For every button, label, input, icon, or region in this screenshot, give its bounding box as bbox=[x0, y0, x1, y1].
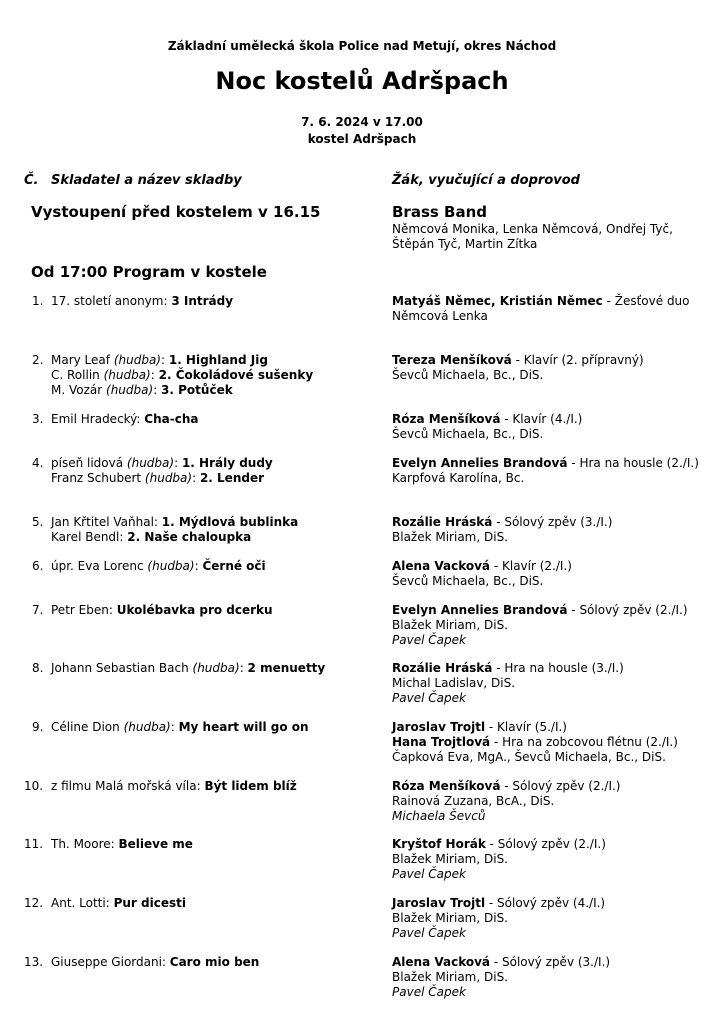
ensemble-name: Brass Band bbox=[392, 203, 488, 221]
brass-band-block bbox=[392, 203, 712, 252]
text-segment: - Sólový zpěv (2./I.) bbox=[567, 603, 688, 617]
program-heading: Od 17:00 Program v kostele bbox=[31, 263, 267, 281]
text-segment: : bbox=[194, 559, 203, 573]
text-segment: Karpfová Karolína, Bc. bbox=[392, 471, 525, 485]
performer-line bbox=[392, 970, 704, 985]
performer-line bbox=[392, 427, 704, 442]
text-segment: 2 menuetty bbox=[247, 661, 326, 675]
text-segment: Čapková Eva, MgA., Ševců Michaela, Bc., DiS. bbox=[392, 750, 666, 764]
text-segment: Být lidem blíž bbox=[204, 779, 297, 793]
text-segment: Pur dicesti bbox=[113, 896, 186, 910]
performer-block bbox=[392, 837, 704, 882]
text-segment: úpr. Eva Lorenc bbox=[51, 559, 148, 573]
text-segment: Cha-cha bbox=[144, 412, 199, 426]
text-segment: píseň lidová bbox=[51, 456, 127, 470]
performer-line bbox=[392, 779, 704, 794]
performer-line bbox=[392, 911, 704, 926]
text-segment: My heart will go on bbox=[178, 720, 309, 734]
piece-line bbox=[51, 383, 381, 398]
text-segment: Blažek Miriam, DiS. bbox=[392, 618, 508, 632]
text-segment: (hudba) bbox=[113, 353, 161, 367]
performer-line bbox=[392, 720, 704, 735]
item-number: 1. bbox=[32, 294, 44, 308]
text-segment: - Klavír (2./I.) bbox=[490, 559, 572, 573]
piece-block bbox=[51, 955, 381, 970]
text-segment: Caro mio ben bbox=[169, 955, 260, 969]
piece-line bbox=[51, 720, 381, 735]
text-segment: C. Rollin bbox=[51, 368, 104, 382]
text-segment: 2. Lender bbox=[199, 471, 265, 485]
performer-line bbox=[392, 676, 704, 691]
text-segment: - Žesťové duo bbox=[602, 294, 690, 308]
piece-block bbox=[51, 353, 381, 398]
text-segment: Hana Trojtlová bbox=[392, 735, 491, 749]
event-place: kostel Adršpach bbox=[307, 132, 417, 146]
performer-line bbox=[392, 794, 704, 809]
item-number: 4. bbox=[32, 456, 44, 470]
performer-block bbox=[392, 294, 704, 324]
text-segment: Pavel Čapek bbox=[392, 691, 466, 705]
text-segment: - Hra na zobcovou flétnu (2./I.) bbox=[490, 735, 678, 749]
piece-block bbox=[51, 661, 381, 676]
performer-line bbox=[392, 633, 704, 648]
text-segment: Blažek Miriam, DiS. bbox=[392, 911, 508, 925]
text-segment: M. Vozár bbox=[51, 383, 107, 397]
text-segment: Černé oči bbox=[202, 559, 266, 573]
page-title: Noc kostelů Adršpach bbox=[215, 67, 509, 95]
performer-line bbox=[392, 809, 704, 824]
piece-block bbox=[51, 456, 381, 486]
text-segment: Petr Eben: bbox=[51, 603, 117, 617]
text-segment: Jan Křtitel Vaňhal: bbox=[51, 515, 162, 529]
text-segment: Céline Dion bbox=[51, 720, 124, 734]
performer-line bbox=[392, 471, 704, 486]
text-segment: Franz Schubert bbox=[51, 471, 145, 485]
performer-line bbox=[392, 603, 704, 618]
piece-line bbox=[51, 559, 381, 574]
piece-line bbox=[51, 779, 381, 794]
text-segment: - Klavír (4./I.) bbox=[500, 412, 583, 426]
text-segment: Believe me bbox=[118, 837, 193, 851]
text-segment: Evelyn Annelies Brandová bbox=[392, 603, 568, 617]
text-segment: (hudba) bbox=[126, 456, 175, 470]
piece-block bbox=[51, 603, 381, 618]
text-segment: : bbox=[170, 720, 179, 734]
text-segment: Blažek Miriam, DiS. bbox=[392, 970, 508, 984]
text-segment: Michaela Ševců bbox=[392, 809, 486, 823]
text-segment: (hudba) bbox=[147, 559, 195, 573]
performer-block bbox=[392, 603, 704, 648]
text-segment: : bbox=[192, 471, 200, 485]
text-segment: Evelyn Annelies Brandová bbox=[392, 456, 568, 470]
text-segment: 1. Mýdlová bublinka bbox=[161, 515, 299, 529]
text-segment: Johann Sebastian Bach bbox=[51, 661, 193, 675]
performer-line bbox=[392, 412, 704, 427]
text-segment: Tereza Menšíková bbox=[392, 353, 512, 367]
performer-block bbox=[392, 779, 704, 824]
text-segment: Ševců Michaela, Bc., DiS. bbox=[392, 427, 544, 441]
school-name: Základní umělecká škola Police nad Metují, okres Náchod bbox=[167, 39, 557, 53]
performer-line bbox=[392, 574, 704, 589]
piece-block bbox=[51, 896, 381, 911]
piece-line bbox=[51, 515, 381, 530]
text-segment: Rozálie Hráská bbox=[392, 661, 493, 675]
text-segment: - Sólový zpěv (3./I.) bbox=[492, 515, 613, 529]
performer-block bbox=[392, 515, 704, 545]
performer-block bbox=[392, 559, 704, 589]
performer-line bbox=[392, 750, 704, 765]
piece-block bbox=[51, 720, 381, 735]
text-segment: Róza Menšíková bbox=[392, 412, 501, 426]
item-number: 10. bbox=[24, 779, 44, 793]
piece-line bbox=[51, 368, 381, 383]
piece-line bbox=[51, 837, 381, 852]
performer-line bbox=[392, 515, 704, 530]
event-datetime-block bbox=[0, 114, 724, 148]
text-segment: Jaroslav Trojtl bbox=[392, 896, 486, 910]
column-header-number: Č. bbox=[24, 173, 39, 188]
item-number: 3. bbox=[32, 412, 44, 426]
text-segment: : bbox=[150, 368, 159, 382]
performer-line bbox=[392, 294, 704, 309]
performer-line bbox=[392, 691, 704, 706]
piece-line bbox=[51, 661, 381, 676]
text-segment: 17. století anonym: bbox=[51, 294, 172, 308]
piece-line bbox=[51, 471, 381, 486]
text-segment: (hudba) bbox=[144, 471, 193, 485]
column-header-performer: Žák, vyučující a doprovod bbox=[392, 173, 580, 188]
performer-line bbox=[392, 955, 704, 970]
text-segment: - Hra na housle (2./I.) bbox=[567, 456, 699, 470]
item-number: 7. bbox=[32, 603, 44, 617]
text-segment: Pavel Čapek bbox=[392, 633, 466, 647]
performer-line bbox=[392, 456, 704, 471]
performer-block bbox=[392, 661, 704, 706]
text-segment: 2. Naše chaloupka bbox=[127, 530, 252, 544]
text-segment: : bbox=[239, 661, 248, 675]
performer-line bbox=[392, 661, 704, 676]
piece-line bbox=[51, 896, 381, 911]
item-number: 5. bbox=[32, 515, 44, 529]
piece-line bbox=[51, 955, 381, 970]
performer-line bbox=[392, 852, 704, 867]
text-segment: 1. Hrály dudy bbox=[181, 456, 273, 470]
piece-line bbox=[51, 603, 381, 618]
text-segment: : bbox=[153, 383, 162, 397]
text-segment: Alena Vacková bbox=[392, 955, 491, 969]
text-segment: Jaroslav Trojtl bbox=[392, 720, 486, 734]
text-segment: 2. Čokoládové sušenky bbox=[158, 368, 314, 382]
text-segment: - Klavír (5./I.) bbox=[485, 720, 567, 734]
text-segment: Pavel Čapek bbox=[392, 985, 466, 999]
performer-line bbox=[392, 618, 704, 633]
text-segment: Ukolébavka pro dcerku bbox=[116, 603, 273, 617]
text-segment: Rainová Zuzana, BcA., DiS. bbox=[392, 794, 555, 808]
text-segment: - Hra na housle (3./I.) bbox=[492, 661, 624, 675]
text-segment: : bbox=[174, 456, 182, 470]
text-segment: Ant. Lotti: bbox=[51, 896, 114, 910]
performer-line bbox=[392, 735, 704, 750]
text-segment: z filmu Malá mořská víla: bbox=[51, 779, 205, 793]
text-segment: Pavel Čapek bbox=[392, 867, 466, 881]
text-segment: Rozálie Hráská bbox=[392, 515, 493, 529]
performer-block bbox=[392, 720, 704, 765]
performer-block bbox=[392, 896, 704, 941]
column-header-composer: Skladatel a název skladby bbox=[51, 173, 242, 188]
item-number: 9. bbox=[32, 720, 44, 734]
text-segment: (hudba) bbox=[123, 720, 171, 734]
performer-block bbox=[392, 955, 704, 1000]
text-segment: Ševců Michaela, Bc., DiS. bbox=[392, 368, 544, 382]
performer-line bbox=[392, 353, 704, 368]
text-segment: - Sólový zpěv (3./I.) bbox=[490, 955, 611, 969]
performer-line bbox=[392, 985, 704, 1000]
performer-line bbox=[392, 896, 704, 911]
performer-line bbox=[392, 530, 704, 545]
piece-block bbox=[51, 559, 381, 574]
performer-block bbox=[392, 412, 704, 442]
text-segment: Matyáš Němec, Kristián Němec bbox=[392, 294, 603, 308]
outdoor-heading: Vystoupení před kostelem v 16.15 bbox=[31, 203, 321, 221]
text-segment: Alena Vacková bbox=[392, 559, 491, 573]
text-segment: - Sólový zpěv (2./I.) bbox=[500, 779, 621, 793]
item-number: 13. bbox=[24, 955, 44, 969]
performer-block bbox=[392, 456, 704, 486]
text-segment: Karel Bendl: bbox=[51, 530, 128, 544]
text-segment: - Sólový zpěv (4./I.) bbox=[485, 896, 606, 910]
piece-line bbox=[51, 412, 381, 427]
event-date: 7. 6. 2024 v 17.00 bbox=[301, 115, 423, 129]
text-segment: - Sólový zpěv (2./I.) bbox=[485, 837, 606, 851]
item-number: 8. bbox=[32, 661, 44, 675]
item-number: 12. bbox=[24, 896, 44, 910]
piece-block bbox=[51, 779, 381, 794]
text-segment: Ševců Michaela, Bc., DiS. bbox=[392, 574, 544, 588]
performer-line bbox=[392, 559, 704, 574]
piece-block bbox=[51, 294, 381, 309]
piece-line bbox=[51, 456, 381, 471]
text-segment: (hudba) bbox=[106, 383, 154, 397]
item-number: 6. bbox=[32, 559, 44, 573]
text-segment: Th. Moore: bbox=[51, 837, 119, 851]
text-segment: 3 Intrády bbox=[171, 294, 234, 308]
piece-line bbox=[51, 353, 381, 368]
piece-block bbox=[51, 515, 381, 545]
text-segment: Michal Ladislav, DiS. bbox=[392, 676, 516, 690]
text-segment: Emil Hradecký: bbox=[51, 412, 145, 426]
performer-line bbox=[392, 368, 704, 383]
performer-line bbox=[392, 926, 704, 941]
performer-line bbox=[392, 837, 704, 852]
text-segment: 3. Potůček bbox=[161, 383, 233, 397]
piece-block bbox=[51, 837, 381, 852]
text-segment: Němcová Lenka bbox=[392, 309, 488, 323]
text-segment: (hudba) bbox=[103, 368, 151, 382]
text-segment: - Klavír (2. přípravný) bbox=[511, 353, 644, 367]
text-segment: Blažek Miriam, DiS. bbox=[392, 852, 508, 866]
piece-line bbox=[51, 530, 381, 545]
performer-block bbox=[392, 353, 704, 383]
text-segment: Pavel Čapek bbox=[392, 926, 466, 940]
text-segment: : bbox=[160, 353, 169, 367]
piece-block bbox=[51, 412, 381, 427]
text-segment: Blažek Miriam, DiS. bbox=[392, 530, 508, 544]
text-segment: 1. Highland Jig bbox=[168, 353, 268, 367]
performer-line bbox=[392, 309, 704, 324]
text-segment: Mary Leaf bbox=[51, 353, 114, 367]
text-segment: (hudba) bbox=[192, 661, 240, 675]
text-segment: Giuseppe Giordani: bbox=[51, 955, 170, 969]
ensemble-members: Němcová Monika, Lenka Němcová, Ondřej Tyč, Štěpán Tyč, Martin Zítka bbox=[392, 222, 673, 251]
item-number: 11. bbox=[24, 837, 44, 851]
text-segment: Kryštof Horák bbox=[392, 837, 486, 851]
performer-line bbox=[392, 867, 704, 882]
piece-line bbox=[51, 294, 381, 309]
item-number: 2. bbox=[32, 353, 44, 367]
text-segment: Róza Menšíková bbox=[392, 779, 501, 793]
